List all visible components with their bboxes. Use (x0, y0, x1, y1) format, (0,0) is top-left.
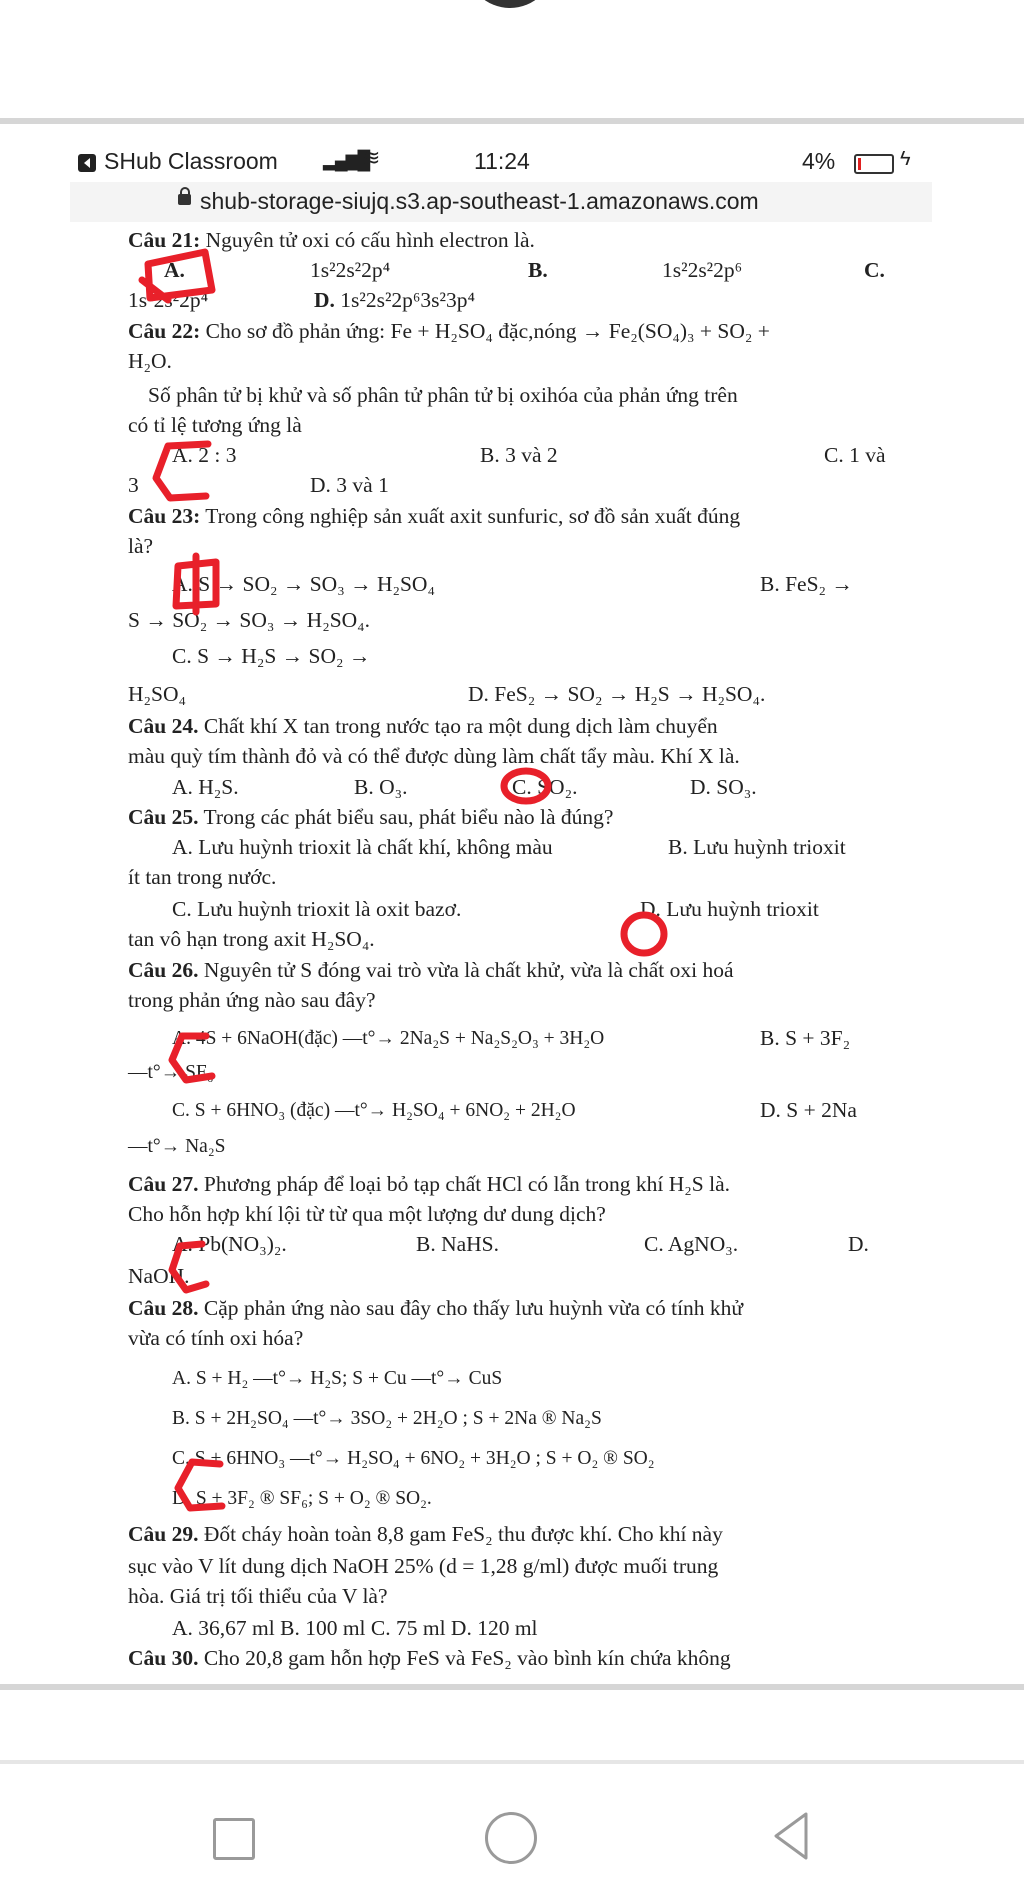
question-21: Câu 21: Nguyên tử oxi có cấu hình electron là. (128, 228, 535, 252)
option: D. S + 3F₂ ® SF₆; S + O₂ ® SO₂. (172, 1488, 432, 1509)
text-line: H₂O. (128, 349, 172, 373)
option: 3 (128, 473, 139, 497)
camera-notch (466, 0, 554, 8)
question-29: Câu 29. Đốt cháy hoàn toàn 8,8 gam FeS₂ thu được khí. Cho khí này (128, 1522, 723, 1546)
option: D. S + 2Na (760, 1098, 857, 1122)
question-25: Câu 25. Trong các phát biểu sau, phát biểu nào là đúng? (128, 805, 614, 829)
option-value: 1s²2s²2p⁶ (662, 258, 743, 282)
question-30: Câu 30. Cho 20,8 gam hỗn hợp FeS và FeS₂ vào bình kín chứa không (128, 1646, 731, 1670)
option: B. Lưu huỳnh trioxit (668, 835, 846, 859)
text-line: hòa. Giá trị tối thiểu của V là? (128, 1584, 388, 1608)
option: D. (848, 1232, 869, 1256)
option: B. (528, 258, 548, 282)
text-line: là? (128, 534, 154, 558)
option: C. 1 và (824, 443, 886, 467)
text-line: trong phản ứng nào sau đây? (128, 988, 376, 1012)
text-line: vừa có tính oxi hóa? (128, 1326, 304, 1350)
text-line: có tỉ lệ tương ứng là (128, 413, 302, 437)
option: —t°→ SF₆ (128, 1062, 214, 1083)
option-value: 1s²2s²2p⁴ (128, 288, 209, 312)
option: B. O₃. (354, 775, 408, 799)
option: A. Pb(NO₃)₂. (172, 1232, 287, 1256)
question-23: Câu 23: Trong công nghiệp sản xuất axit sunfuric, sơ đồ sản xuất đúng (128, 504, 741, 528)
option: A. S + H₂ —t°→ H₂S; S + Cu —t°→ CuS (172, 1368, 503, 1389)
option: D. FeS₂ → SO₂ → H₂S → H₂SO₄. (468, 682, 766, 706)
text-line: sục vào V lít dung dịch NaOH 25% (d = 1,28 g/ml) được muối trung (128, 1554, 719, 1578)
url-text: shub-storage-siujq.s3.ap-southeast-1.amazonaws.com (200, 188, 759, 214)
charging-icon: ϟ (900, 148, 911, 170)
option: A. Lưu huỳnh trioxit là chất khí, không màu (172, 835, 553, 859)
option: B. S + 2H₂SO₄ —t°→ 3SO₂ + 2H₂O ; S + 2Na ® Na₂S (172, 1408, 602, 1429)
option-value: 1s²2s²2p⁴ (310, 258, 391, 282)
option: A. (164, 258, 185, 282)
question-27: Câu 27. Phương pháp để loại bỏ tạp chất HCl có lẫn trong khí H₂S là. (128, 1172, 730, 1196)
option: C. Lưu huỳnh trioxit là oxit bazơ. (172, 897, 462, 921)
option: D. 3 và 1 (310, 473, 389, 497)
battery-percent: 4% (802, 148, 836, 174)
back-icon[interactable] (770, 1810, 810, 1862)
option: NaOH. (128, 1264, 190, 1288)
option: D. SO₃. (690, 775, 757, 799)
option: A. S → SO₂ → SO₃ → H₂SO₄ (172, 572, 435, 596)
option: B. NaHS. (416, 1232, 500, 1256)
back-to-app-icon[interactable] (78, 154, 96, 172)
text-line: Cho hỗn hợp khí lội từ từ qua một lượng dư dung dịch? (128, 1202, 606, 1226)
option: B. FeS₂ → (760, 572, 853, 596)
question-24: Câu 24. Chất khí X tan trong nước tạo ra một dung dịch làm chuyển (128, 714, 718, 738)
home-icon[interactable] (485, 1812, 537, 1864)
option: A. 36,67 ml B. 100 ml C. 75 ml D. 120 ml (172, 1616, 538, 1640)
option: C. S → H₂S → SO₂ → (172, 644, 371, 668)
option: C. SO₂. (512, 775, 578, 799)
question-26: Câu 26. Nguyên tử S đóng vai trò vừa là chất khử, vừa là chất oxi hoá (128, 958, 734, 982)
option: —t°→ Na₂S (128, 1136, 226, 1157)
option: C. AgNO₃. (644, 1232, 739, 1256)
text-line: màu quỳ tím thành đỏ và có thể được dùng làm chất tẩy màu. Khí X là. (128, 744, 740, 768)
divider (0, 1684, 1024, 1690)
option: B. 3 và 2 (480, 443, 558, 467)
option: tan vô hạn trong axit H₂SO₄. (128, 927, 375, 951)
question-22: Câu 22: Cho sơ đồ phản ứng: Fe + H₂SO₄ đặc,nóng → Fe₂(SO₄)₃ + SO₂ + (128, 319, 770, 343)
wifi-icon: ≋ (362, 145, 381, 170)
option: S → SO₂ → SO₃ → H₂SO₄. (128, 608, 371, 632)
address-bar[interactable] (70, 182, 932, 222)
status-bar (70, 142, 932, 182)
option: B. S + 3F₂ (760, 1026, 851, 1050)
lock-icon (178, 194, 191, 205)
app-name: SHub Classroom (104, 148, 278, 174)
clock: 11:24 (474, 148, 530, 174)
text-line: Số phân tử bị khử và số phân tử phân tử bị oxihóa của phản ứng trên (148, 383, 738, 407)
option: D. Lưu huỳnh trioxit (640, 897, 819, 921)
option: A. H₂S. (172, 775, 239, 799)
navigation-bar (0, 1760, 1024, 1900)
option: C. S + 6HNO₃ (đặc) —t°→ H₂SO₄ + 6NO₂ + 2H₂O (172, 1100, 576, 1121)
signal-icon: ▂▄▆█ (323, 150, 369, 170)
option: C. S + 6HNO₃ —t°→ H₂SO₄ + 6NO₂ + 3H₂O ; S + O₂ ® SO₂ (172, 1448, 655, 1469)
option: C. (864, 258, 885, 282)
option: A. 2 : 3 (172, 443, 237, 467)
divider (0, 118, 1024, 124)
battery-icon (854, 154, 894, 174)
option: H₂SO₄ (128, 682, 187, 706)
option: ít tan trong nước. (128, 865, 277, 889)
question-28: Câu 28. Cặp phản ứng nào sau đây cho thấy lưu huỳnh vừa có tính khử (128, 1296, 744, 1320)
option: A. 4S + 6NaOH(đặc) —t°→ 2Na₂S + Na₂S₂O₃ + 3H₂O (172, 1028, 605, 1049)
option: D. 1s²2s²2p⁶3s²3p⁴ (314, 288, 475, 312)
recent-apps-icon[interactable] (213, 1818, 255, 1860)
